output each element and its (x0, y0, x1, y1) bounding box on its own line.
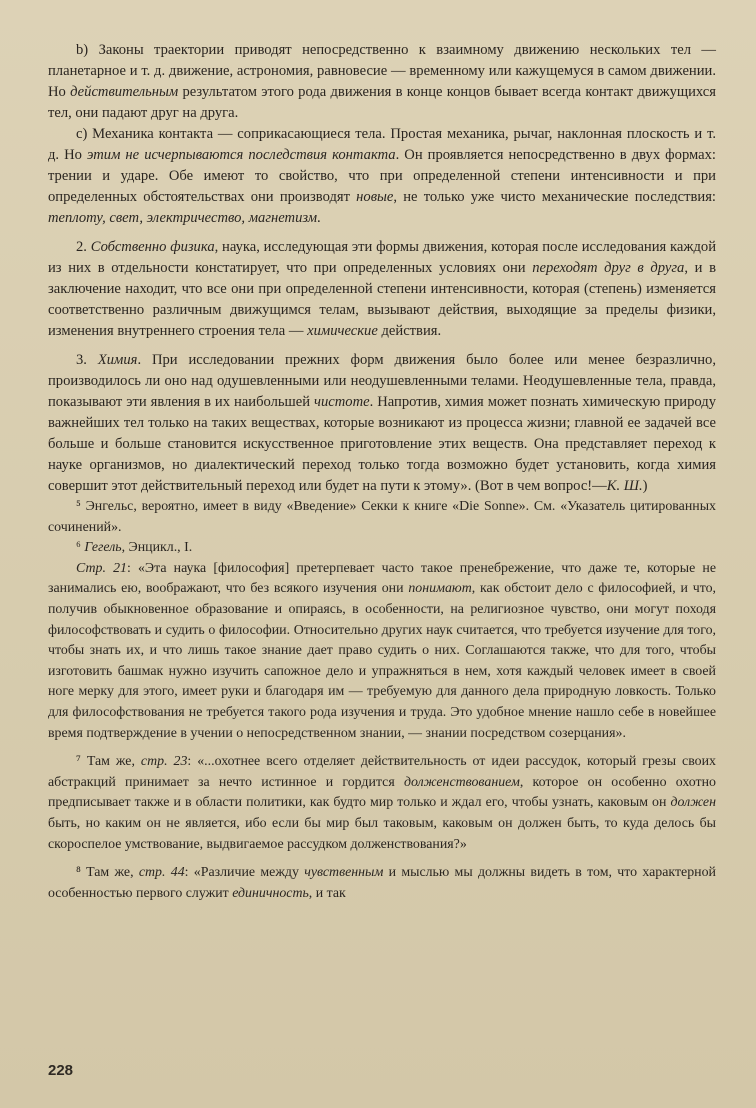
text-run: : «...охотнее всего отделяет действительность от идеи рассудок, который грезы своих абстракций принимает за нечто истинное и гордится (48, 754, 716, 790)
text-run: быть, но каким он не является, ибо если бы мир был таковым, каковым он должен быть, то куда делось бы скороспелое умствование, выдвигаемое рассудком долженствования?» (48, 815, 716, 852)
body-paragraph (48, 237, 716, 342)
text-run: ⁶ (76, 540, 85, 556)
text-run: 3. (76, 352, 98, 368)
italic-text: стр. 44 (138, 865, 185, 881)
text-run: : «Эта наука [философия] претерпевает часто такое пренебрежение, что даже те, которые не занимались ею, воображают, что без всякого изучения они (48, 560, 717, 597)
text-run: b) Законы траектории приводят непосредственно к взаимному движению нескольких тел — планетарное и т. д. движение, астрономия, равновесие — временному или кажущемуся в самом движении. Но (48, 42, 716, 100)
text-run: c) Механика контакта — соприкасающиеся тела. Простая механика, рычаг, наклонная плоскость и т. д. Но (48, 126, 716, 163)
text-run: : «Различие между (184, 865, 305, 881)
italic-text: теплоту, свет, электричество, магнетизм (48, 210, 318, 226)
italic-text: стр. 23 (140, 754, 188, 770)
italic-text: Гегель (84, 540, 122, 556)
footnote-paragraph (48, 559, 716, 744)
text-run: , и так (308, 885, 346, 901)
text-run: , не только уже чисто механические последствия: (393, 189, 716, 205)
text-run: , и в заключение находит, что все они при определенной степени интенсивности, которая (степень) изменяется соответственно различным движущимся телам, вызывают действия, выходящие за пределы физики, изменения внутреннего строения тела — (48, 260, 716, 339)
italic-text: К. Ш. (606, 478, 643, 494)
italic-text: действительным (70, 84, 179, 100)
text-run: , которое он особенно охотно предписывает также и в области политики, как будто мир только и ждал его, чтобы узнать, каковым он (48, 774, 716, 811)
text-run: , Энцикл., I. (121, 540, 193, 556)
italic-text: понимают (408, 581, 472, 597)
italic-text: новые (356, 189, 394, 205)
italic-text: Стр. 21 (76, 560, 127, 576)
italic-text: химические (307, 323, 378, 339)
text-run: ⁵ Энгельс, вероятно, имеет в виду «Введение» Секки к книге «Die Sonne». См. «Указатель цитированных сочинений». (48, 499, 716, 535)
text-run: , наука, исследующая эти формы движения, которая после исследования каждой из них в отдельности констатирует, что при определенных условиях они (48, 239, 717, 276)
italic-text: долженствованием (403, 774, 520, 790)
text-run: результатом этого рода движения в конце концов бывает всегда контакт движущихся тел, они падают друг на друга. (48, 84, 716, 121)
text-run: ) (642, 478, 648, 494)
text-run: . Напротив, химия может познать химическую природу важнейших тел только на таких веществах, которые возникают из процесса жизни; главной ее задачей все больше и больше становится искусственное приготовление этих веществ. Она представляет переход к науке организмов, но диалектический переход только тогда возможно будет установить, когда химия совершит этот действительный переход или будет на пути к этому». (Вот в чем вопрос!— (48, 394, 716, 494)
italic-text: переходят друг в друга (532, 260, 685, 276)
italic-text: Собственно физика (90, 239, 215, 255)
italic-text: должен (670, 795, 716, 811)
body-paragraph (48, 40, 716, 124)
footnote-paragraph (48, 497, 716, 538)
text-run: и мыслью мы должны видеть в том, что характерной особенностью первого служит (48, 865, 716, 901)
text-run: действия. (377, 323, 442, 339)
text-run: . При исследовании прежних форм движения было более или менее безразлично, производилось ли оно над одушевленными или неодушевленными телами. Неодушевленные тела, правда, показывают эти явления в их наибольшей (48, 352, 717, 410)
italic-text: единичность (232, 885, 309, 901)
italic-text: этим не исчерпываются последствия контакта (87, 147, 396, 163)
page-number: 228 (48, 1062, 74, 1079)
footnote-paragraph (48, 752, 716, 855)
footnote-paragraph (48, 863, 716, 904)
italic-text: чистоте (314, 394, 370, 410)
body-paragraph (48, 124, 716, 229)
text-run: . Он проявляется непосредственно в двух формах: трении и ударе. Обе имеют то свойство, что при определенной степени интенсивности и при определенных обстоятельствах они производят (48, 147, 716, 205)
text-run: . (317, 210, 321, 226)
text-run: 2. (76, 239, 91, 255)
italic-text: Химия (97, 352, 138, 368)
body-paragraph (48, 350, 716, 497)
footnote-paragraph (48, 538, 716, 559)
text-run: ⁷ Там же, (76, 754, 141, 770)
text-run: ⁸ Там же, (76, 865, 139, 881)
text-run: , как обстоит дело с философией, и что, получив обыкновенное образование и опираясь, в особенности, на религиозное чувство, они могут походя философствовать и судить о философии. Относительно других наук считается, что требуется изучение для того, чтобы знать их, и что лишь такое знание дает право судить о них. Соглашаются также, что для того, чтобы изготовить башмак нужно изучить сапожное дело и упражняться в нем, хотя каждый человек имеет в своей ноге мерку для этого, имеет руки и благодаря им — требуемую для данного дела природную ловкость. Только для философствования не требуется такого рода изучения и труда. Это удобное мнение нашло себе в новейшее время подтверждение в учении о непосредственном знании, — знании посредством созерцания». (48, 581, 716, 741)
page-body (48, 40, 716, 904)
italic-text: чувственным (304, 865, 384, 881)
